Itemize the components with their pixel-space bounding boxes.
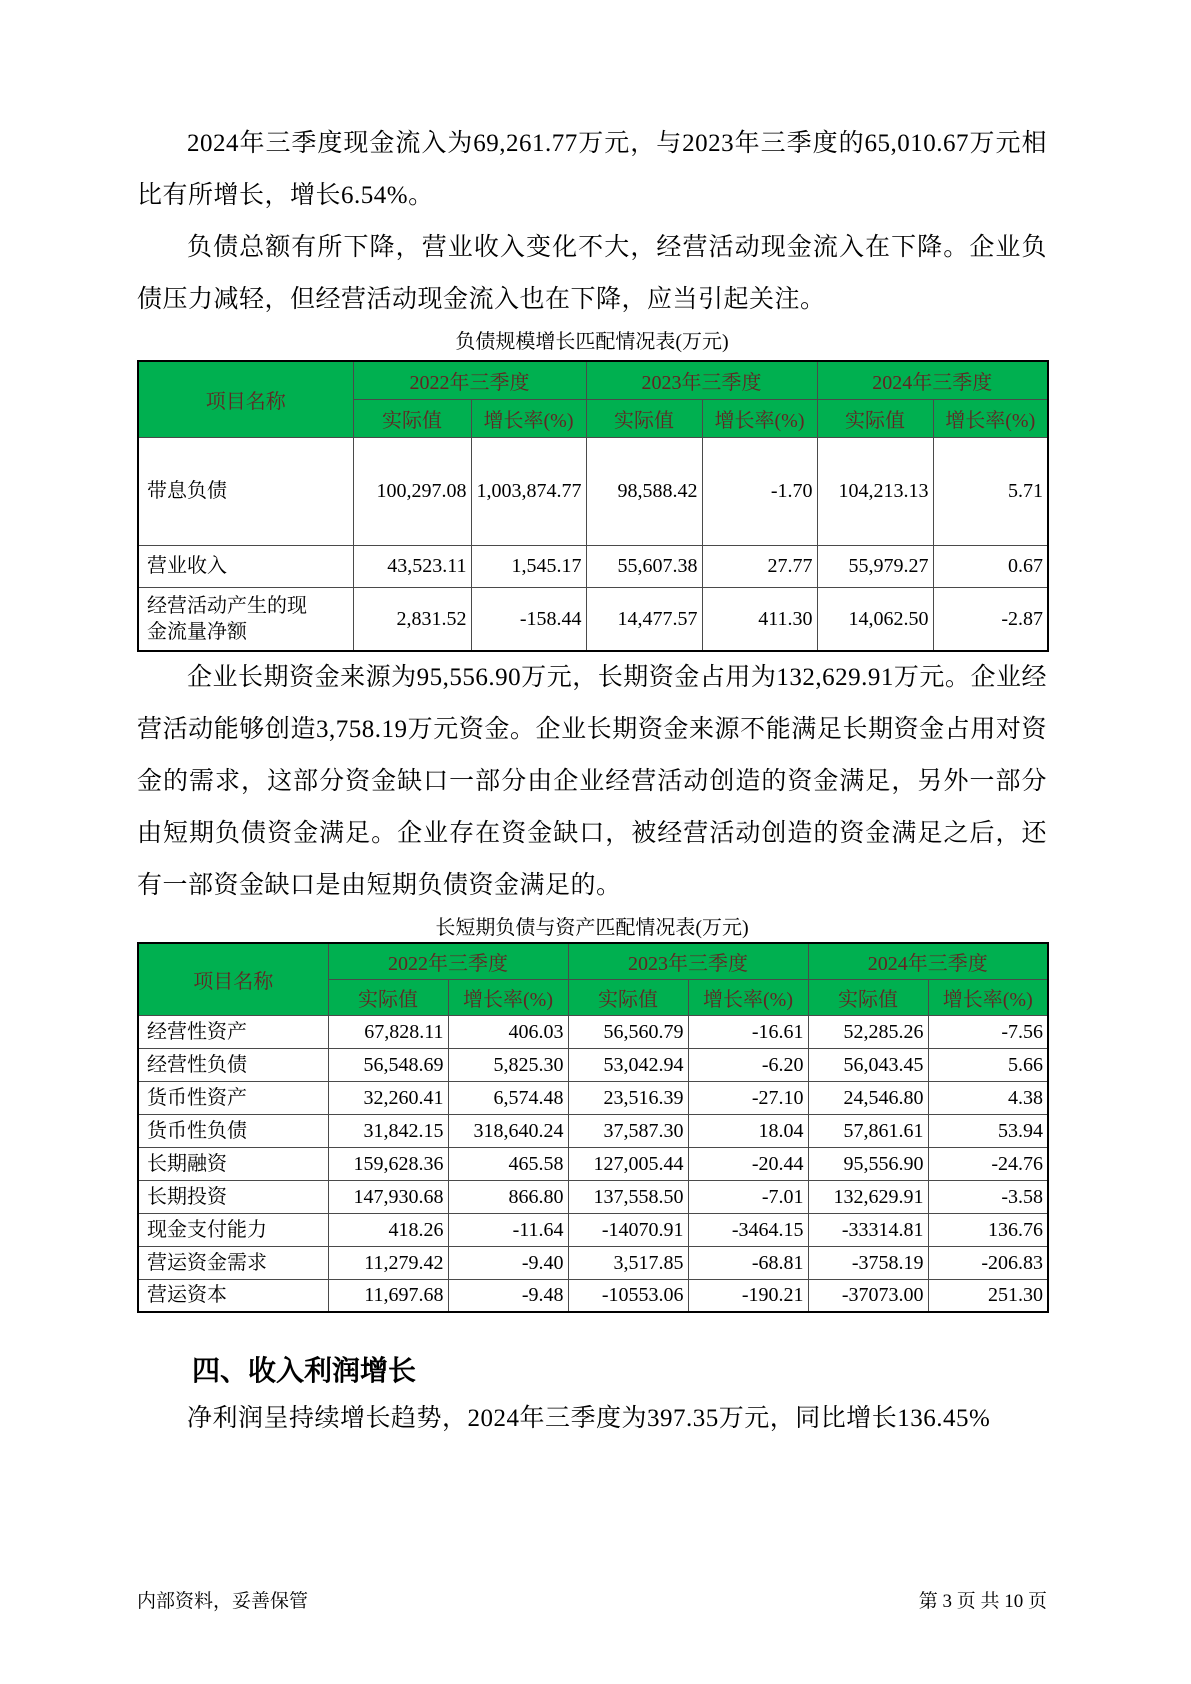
cell-value: 24,546.80 xyxy=(808,1081,928,1114)
table2-year-header-2024: 2024年三季度 xyxy=(808,943,1048,979)
cell-value: 37,587.30 xyxy=(568,1114,688,1147)
table2-subheader-actual: 实际值 xyxy=(568,979,688,1015)
cell-value: 159,628.36 xyxy=(328,1147,448,1180)
cell-value: 57,861.61 xyxy=(808,1114,928,1147)
cell-value: 866.80 xyxy=(448,1180,568,1213)
cell-value: 104,213.13 xyxy=(817,437,933,545)
table1-corner-header: 项目名称 xyxy=(138,361,353,437)
cell-value: 53.94 xyxy=(928,1114,1048,1147)
page-footer xyxy=(137,1586,1047,1613)
cell-value: 53,042.94 xyxy=(568,1048,688,1081)
table-row xyxy=(138,587,1048,651)
row-label: 营运资本 xyxy=(138,1279,328,1312)
cell-value: -158.44 xyxy=(471,587,586,651)
table2-header xyxy=(138,943,1048,1015)
paragraph-net-profit: 净利润呈持续增长趋势，2024年三季度为397.35万元，同比增长136.45% xyxy=(187,1405,991,1432)
cell-value: 11,279.42 xyxy=(328,1246,448,1279)
cell-value: -3464.15 xyxy=(688,1213,808,1246)
page-content xyxy=(137,0,1047,1445)
table1-title: 负债规模增长匹配情况表(万元) xyxy=(455,331,729,353)
table2-year-header-2023: 2023年三季度 xyxy=(568,943,808,979)
table2-subheader-actual: 实际值 xyxy=(328,979,448,1015)
table1-header xyxy=(138,361,1048,437)
cell-value: 137,558.50 xyxy=(568,1180,688,1213)
cell-value: -206.83 xyxy=(928,1246,1048,1279)
cell-value: -14070.91 xyxy=(568,1213,688,1246)
cell-value: 98,588.42 xyxy=(586,437,702,545)
cell-value: 411.30 xyxy=(702,587,817,651)
table2-year-header-2022: 2022年三季度 xyxy=(328,943,568,979)
row-label: 现金支付能力 xyxy=(138,1213,328,1246)
table-row xyxy=(138,1279,1048,1312)
row-label: 货币性资产 xyxy=(138,1081,328,1114)
table1-subheader-actual: 实际值 xyxy=(586,399,702,437)
cell-value: 2,831.52 xyxy=(353,587,471,651)
cell-value: -1.70 xyxy=(702,437,817,545)
table1-subheader-growth: 增长率(%) xyxy=(702,399,817,437)
row-label: 经营性负债 xyxy=(138,1048,328,1081)
cell-value: 6,574.48 xyxy=(448,1081,568,1114)
cell-value: 4.38 xyxy=(928,1081,1048,1114)
cell-value: 55,979.27 xyxy=(817,545,933,587)
cell-value: 18.04 xyxy=(688,1114,808,1147)
table-row xyxy=(138,1246,1048,1279)
cell-value: -11.64 xyxy=(448,1213,568,1246)
cell-value: -9.48 xyxy=(448,1279,568,1312)
table-row xyxy=(138,1213,1048,1246)
cell-value: 1,003,874.77 xyxy=(471,437,586,545)
cell-value: 406.03 xyxy=(448,1015,568,1048)
table-row xyxy=(138,545,1048,587)
table1-body xyxy=(138,437,1048,651)
cell-value: -6.20 xyxy=(688,1048,808,1081)
cell-value: 136.76 xyxy=(928,1213,1048,1246)
cell-value: 1,545.17 xyxy=(471,545,586,587)
cell-value: -20.44 xyxy=(688,1147,808,1180)
row-label: 营运资金需求 xyxy=(138,1246,328,1279)
cell-value: -27.10 xyxy=(688,1081,808,1114)
table2-subheader-growth: 增长率(%) xyxy=(688,979,808,1015)
cell-value: 67,828.11 xyxy=(328,1015,448,1048)
cell-value: 31,842.15 xyxy=(328,1114,448,1147)
cell-value: 56,043.45 xyxy=(808,1048,928,1081)
cell-value: -3.58 xyxy=(928,1180,1048,1213)
table-row xyxy=(138,1081,1048,1114)
cell-value: 5.71 xyxy=(933,437,1048,545)
cell-value: -10553.06 xyxy=(568,1279,688,1312)
table1-subheader-growth: 增长率(%) xyxy=(933,399,1048,437)
cell-value: -2.87 xyxy=(933,587,1048,651)
cell-value: 100,297.08 xyxy=(353,437,471,545)
table1-subheader-growth: 增长率(%) xyxy=(471,399,586,437)
paragraph-debt-summary: 负债总额有所下降，营业收入变化不大，经营活动现金流入在下降。企业负债压力减轻，但经营活动现金流入也在下降，应当引起关注。 xyxy=(137,234,1047,313)
cell-value: 27.77 xyxy=(702,545,817,587)
cell-value: 56,548.69 xyxy=(328,1048,448,1081)
cell-value: 132,629.91 xyxy=(808,1180,928,1213)
row-label: 营业收入 xyxy=(138,545,353,587)
row-label: 带息负债 xyxy=(138,437,353,545)
cell-value: -33314.81 xyxy=(808,1213,928,1246)
table-row xyxy=(138,1015,1048,1048)
cell-value: -7.01 xyxy=(688,1180,808,1213)
table1-year-header-2023: 2023年三季度 xyxy=(586,361,817,399)
cell-value: 251.30 xyxy=(928,1279,1048,1312)
cell-value: 55,607.38 xyxy=(586,545,702,587)
cell-value: -37073.00 xyxy=(808,1279,928,1312)
cell-value: 32,260.41 xyxy=(328,1081,448,1114)
footer-page-number: 第 3 页 共 10 页 xyxy=(918,1591,1047,1612)
table1-year-header-2022: 2022年三季度 xyxy=(353,361,586,399)
cell-value: 23,516.39 xyxy=(568,1081,688,1114)
paragraph-cash-inflow: 2024年三季度现金流入为69,261.77万元，与2023年三季度的65,010.67万元相比有所增长，增长6.54%。 xyxy=(137,130,1047,209)
table2-title: 长短期负债与资产匹配情况表(万元) xyxy=(435,917,749,939)
table2-subheader-actual: 实际值 xyxy=(808,979,928,1015)
cell-value: 52,285.26 xyxy=(808,1015,928,1048)
table1-subheader-actual: 实际值 xyxy=(353,399,471,437)
table2-body xyxy=(138,1015,1048,1312)
row-label: 长期融资 xyxy=(138,1147,328,1180)
table-row xyxy=(138,1147,1048,1180)
table2-corner-header: 项目名称 xyxy=(138,943,328,1015)
debt-scale-growth-table xyxy=(137,360,1049,652)
cell-value: 95,556.90 xyxy=(808,1147,928,1180)
cell-value: 0.67 xyxy=(933,545,1048,587)
row-label: 长期投资 xyxy=(138,1180,328,1213)
table1-year-header-2024: 2024年三季度 xyxy=(817,361,1048,399)
table-row xyxy=(138,1114,1048,1147)
cell-value: 465.58 xyxy=(448,1147,568,1180)
table-row xyxy=(138,1180,1048,1213)
liability-asset-match-table xyxy=(137,942,1049,1313)
cell-value: -3758.19 xyxy=(808,1246,928,1279)
footer-confidential-note: 内部资料，妥善保管 xyxy=(137,1591,309,1612)
table-row xyxy=(138,1048,1048,1081)
cell-value: 43,523.11 xyxy=(353,545,471,587)
section-heading-income-profit-growth: 四、收入利润增长 xyxy=(192,1355,417,1386)
cell-value: 14,477.57 xyxy=(586,587,702,651)
table-row xyxy=(138,437,1048,545)
cell-value: 3,517.85 xyxy=(568,1246,688,1279)
cell-value: 14,062.50 xyxy=(817,587,933,651)
cell-value: 147,930.68 xyxy=(328,1180,448,1213)
cell-value: 418.26 xyxy=(328,1213,448,1246)
cell-value: -16.61 xyxy=(688,1015,808,1048)
cell-value: -7.56 xyxy=(928,1015,1048,1048)
cell-value: -9.40 xyxy=(448,1246,568,1279)
row-label: 经营性资产 xyxy=(138,1015,328,1048)
row-label: 货币性负债 xyxy=(138,1114,328,1147)
cell-value: 127,005.44 xyxy=(568,1147,688,1180)
table1-subheader-actual: 实际值 xyxy=(817,399,933,437)
cell-value: -190.21 xyxy=(688,1279,808,1312)
table2-subheader-growth: 增长率(%) xyxy=(448,979,568,1015)
cell-value: 318,640.24 xyxy=(448,1114,568,1147)
row-label: 经营活动产生的现金流量净额 xyxy=(138,587,353,651)
cell-value: 5.66 xyxy=(928,1048,1048,1081)
cell-value: -68.81 xyxy=(688,1246,808,1279)
cell-value: 11,697.68 xyxy=(328,1279,448,1312)
cell-value: -24.76 xyxy=(928,1147,1048,1180)
cell-value: 56,560.79 xyxy=(568,1015,688,1048)
cell-value: 5,825.30 xyxy=(448,1048,568,1081)
table2-subheader-growth: 增长率(%) xyxy=(928,979,1048,1015)
paragraph-long-term-funds: 企业长期资金来源为95,556.90万元，长期资金占用为132,629.91万元。企业经营活动能够创造3,758.19万元资金。企业长期资金来源不能满足长期资金占用对资金的需求，这部分资金缺口一部分由企业经营活动创造的资金满足，另外一部分由短期负债资金满足。企业存在资金缺口，被经营活动创造的资金满足之后，还有一部资金缺口是由短期负债资金满足的。 xyxy=(137,664,1047,899)
